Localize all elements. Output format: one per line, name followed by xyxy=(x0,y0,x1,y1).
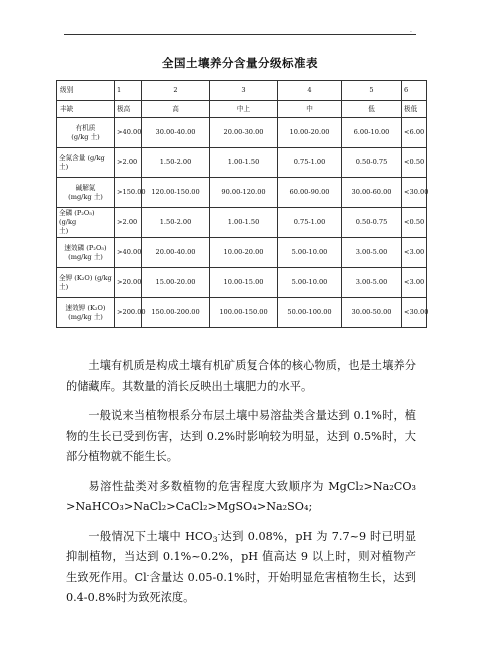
table-cell: 20.00-40.00 xyxy=(142,238,210,268)
table-cell: <6.00 xyxy=(402,118,427,148)
table-cell: >200.00 xyxy=(115,298,142,328)
table-row xyxy=(57,148,427,178)
table-cell: 1.00-1.50 xyxy=(210,148,278,178)
table-cell: 10.00-20.00 xyxy=(278,118,342,148)
table-cell: 1 xyxy=(115,81,142,101)
table-cell: >20.00 xyxy=(115,268,142,298)
paragraph-salt-order xyxy=(66,477,416,518)
table-row xyxy=(57,101,427,118)
salt-formula: MgSO₄ xyxy=(216,500,257,513)
table-row-label: 速效钾 (K₂O) (mg/kg 土) xyxy=(57,298,115,328)
table-cell: 30.00-40.00 xyxy=(142,118,210,148)
table-cell: 3.00-5.00 xyxy=(342,268,402,298)
sequence-separator: > xyxy=(256,500,267,513)
table-cell: 高 xyxy=(142,101,210,118)
table-cell: 0.75-1.00 xyxy=(278,148,342,178)
table-cell: 60.00-90.00 xyxy=(278,178,342,208)
sequence-separator: > xyxy=(363,479,373,493)
table-cell: 1.00-1.50 xyxy=(210,208,278,238)
table-row-label: 全氮含量 (g/kg 土) xyxy=(57,148,115,178)
table-row-label: 丰缺 xyxy=(57,101,115,118)
salt-formula: Na₂CO₃ xyxy=(372,479,416,493)
table-cell: 1.50-2.00 xyxy=(142,208,210,238)
table-cell: 10.00-15.00 xyxy=(210,268,278,298)
table-cell: 6 xyxy=(402,81,427,101)
table-cell: 2 xyxy=(142,81,210,101)
table-cell: 30.00-60.00 xyxy=(342,178,402,208)
table-row-label: 碱解氮 (mg/kg 土) xyxy=(57,178,115,208)
table-cell: 极低 xyxy=(402,101,427,118)
table-cell: >2.00 xyxy=(115,208,142,238)
table-cell: 1.50-2.00 xyxy=(142,148,210,178)
table-row xyxy=(57,238,427,268)
table-cell: 5.00-10.00 xyxy=(278,238,342,268)
table-header-row xyxy=(57,81,427,101)
paragraph-salt-threshold: 一般说来当植物根系分布层土壤中易溶盐类含量达到 0.1%时，植物的生长已受到伤害，达到 0.2%时影响较为明显，达到 0.5%时，大部分植物就不能生长。 xyxy=(66,409,416,463)
table-cell: 30.00-50.00 xyxy=(342,298,402,328)
table-cell: 0.50-0.75 xyxy=(342,208,402,238)
table-cell: 20.00-30.00 xyxy=(210,118,278,148)
body-text xyxy=(66,356,416,618)
table-cell: 6.00-10.00 xyxy=(342,118,402,148)
sequence-separator: > xyxy=(123,500,134,513)
table-cell: 低 xyxy=(342,101,402,118)
table-row-label: 全磷 (P₂O₅) (g/kg 土) xyxy=(57,208,115,238)
table-cell: 15.00-20.00 xyxy=(142,268,210,298)
superscript: - xyxy=(146,569,150,579)
paragraph-organic-matter: 土壤有机质是构成土壤有机矿质复合体的核心物质，也是土壤养分的储藏库。其数量的消长反映出土壤肥力的水平。 xyxy=(66,359,416,393)
table-cell: 120.00-150.00 xyxy=(142,178,210,208)
table-cell: <0.50 xyxy=(402,208,427,238)
table-row-label: 有机质 (g/kg 土) xyxy=(57,118,115,148)
table-row xyxy=(57,208,427,238)
header-mark: . xyxy=(410,27,412,34)
table-cell: <3.00 xyxy=(402,268,427,298)
table-cell: <30.00 xyxy=(402,298,427,328)
table-cell: 0.75-1.00 xyxy=(278,208,342,238)
table-row xyxy=(57,178,427,208)
salt-order-intro: 易溶性盐类对多数植物的危害程度大致顺序为 xyxy=(88,479,329,493)
table-row xyxy=(57,118,427,148)
table-cell: 5 xyxy=(342,81,402,101)
table-row-label: 速效磷 (P₂O₅) (mg/kg 土) xyxy=(57,238,115,268)
superscript: - xyxy=(217,528,221,538)
table-cell: >40.00 xyxy=(115,238,142,268)
table-cell: 150.00-200.00 xyxy=(142,298,210,328)
table-cell: <30.00 xyxy=(402,178,427,208)
table-cell: 极高 xyxy=(115,101,142,118)
table-cell: 3 xyxy=(210,81,278,101)
text-fragment: 一般情况下土壤中 HCO xyxy=(88,529,213,543)
table-cell: 100.00-150.00 xyxy=(210,298,278,328)
table-cell: 50.00-100.00 xyxy=(278,298,342,328)
table-row-label: 全钾 (K₂O) (g/kg 土) xyxy=(57,268,115,298)
sequence-separator: > xyxy=(207,500,217,513)
table-row-label: 级别 xyxy=(57,81,115,101)
table-cell: >2.00 xyxy=(115,148,142,178)
text-fragment: 含量达 0.05-0.1%时，开始明显危害植物生长，达到 0.4-0.8%时为致死浓度。 xyxy=(66,570,416,604)
table-cell: <3.00 xyxy=(402,238,427,268)
table-cell: 0.50-0.75 xyxy=(342,148,402,178)
nutrient-grading-table xyxy=(56,80,427,328)
table-cell: <0.50 xyxy=(402,148,427,178)
paragraph-bicarbonate-chloride xyxy=(66,527,416,609)
sequence-separator: > xyxy=(66,500,76,513)
text-fragment: 达到 0.08%，pH 为 7.7~9 时已明显抑制植物，当达到 0.1%~0.2%，pH 值高达 9 以上时，则对植物产生致死作用。Cl xyxy=(66,529,417,584)
table-cell: 中上 xyxy=(210,101,278,118)
table-cell: >150.00 xyxy=(115,178,142,208)
table-title: 全国土壤养分含量分级标准表 xyxy=(162,56,318,70)
table-cell: 90.00-120.00 xyxy=(210,178,278,208)
salt-formula: NaCl₂ xyxy=(133,500,167,513)
salt-order-end: ; xyxy=(308,500,313,513)
salt-formula: Na₂SO₄ xyxy=(266,500,309,513)
table-row xyxy=(57,268,427,298)
table-cell: 10.00-20.00 xyxy=(210,238,278,268)
table-cell: 5.00-10.00 xyxy=(278,268,342,298)
table-cell: 4 xyxy=(278,81,342,101)
sequence-separator: > xyxy=(166,500,176,513)
header-rule xyxy=(64,34,416,35)
table-cell: >40.00 xyxy=(115,118,142,148)
salt-formula: CaCl₂ xyxy=(175,500,208,513)
table-cell: 3.00-5.00 xyxy=(342,238,402,268)
table-cell: 中 xyxy=(278,101,342,118)
table-row xyxy=(57,298,427,328)
salt-formula: NaHCO₃ xyxy=(75,500,124,513)
subscript: 3 xyxy=(212,534,218,544)
salt-formula: MgCl₂ xyxy=(328,479,364,493)
